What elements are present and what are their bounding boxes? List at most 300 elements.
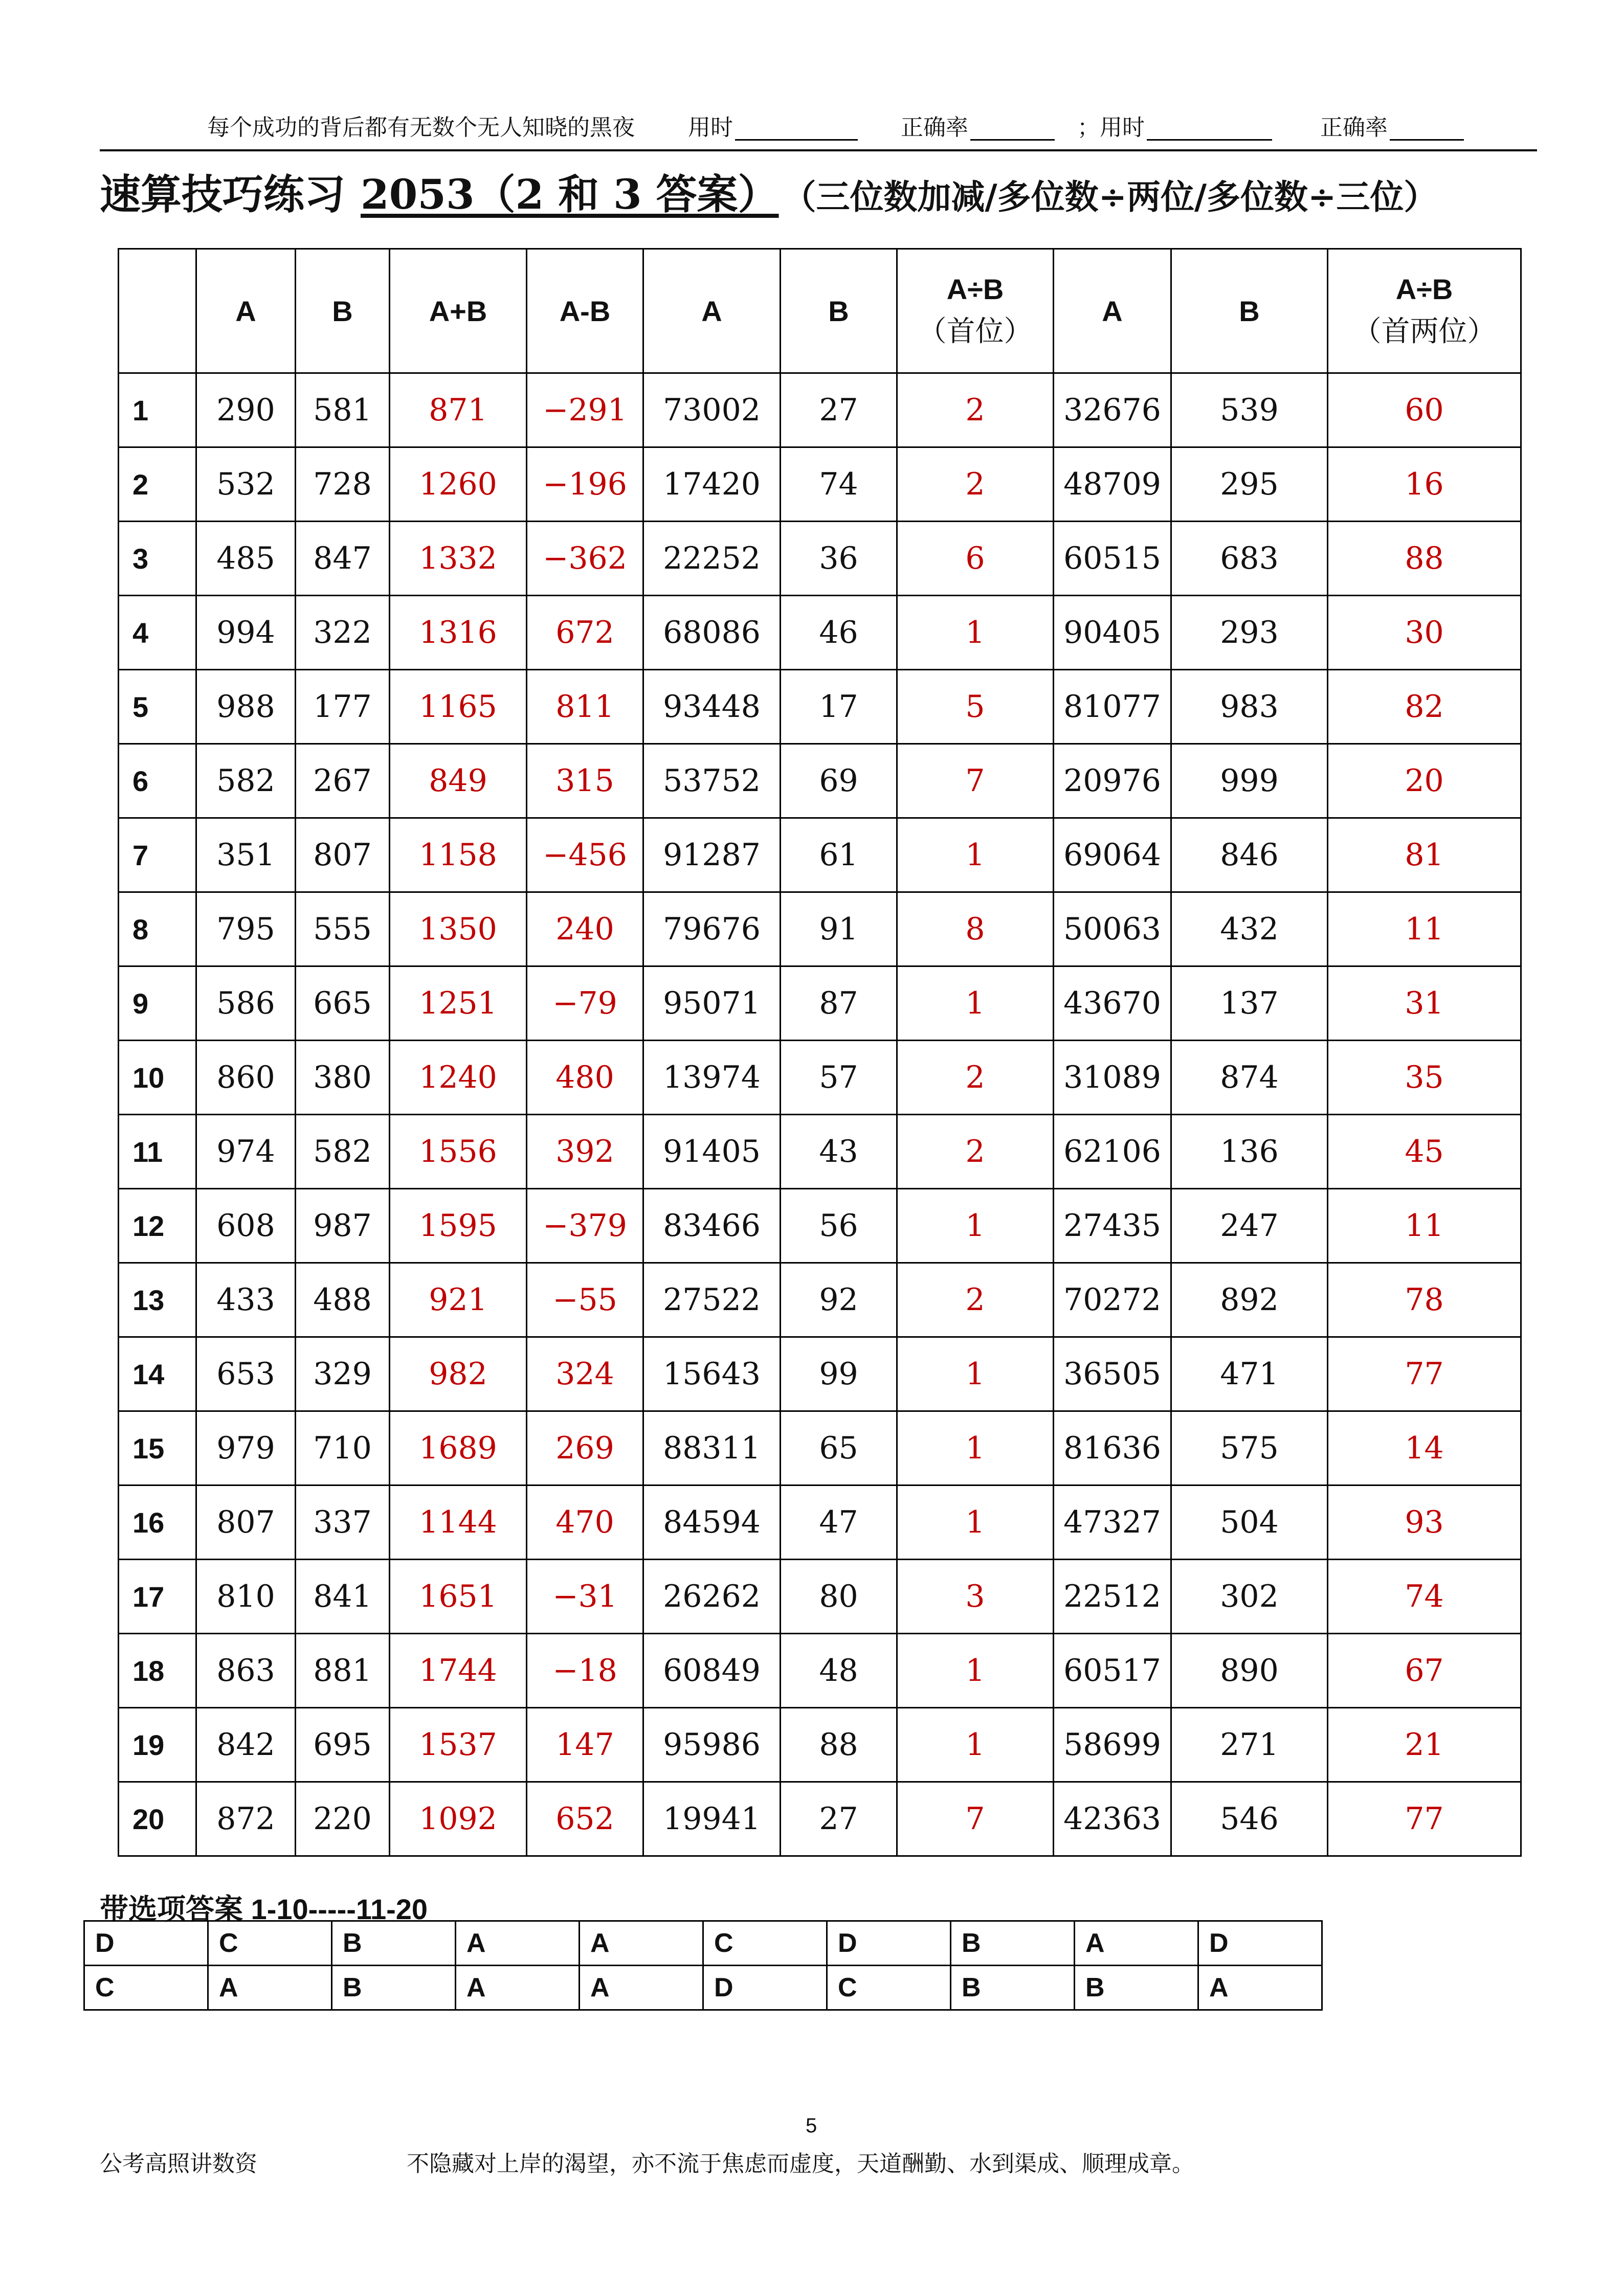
cell-div1: 1 — [897, 1189, 1054, 1263]
cell-b1: 322 — [296, 596, 390, 670]
cell-sum: 982 — [390, 1337, 527, 1411]
cell-a1: 653 — [196, 1337, 296, 1411]
cell-a3: 20976 — [1054, 744, 1171, 818]
cell-sum: 849 — [390, 744, 527, 818]
cell-sum: 1251 — [390, 966, 527, 1041]
header-div2-sub: （首两位） — [1352, 314, 1496, 348]
cell-div1: 1 — [897, 966, 1054, 1041]
cell-a1: 994 — [196, 596, 296, 670]
cell-a2: 26262 — [643, 1560, 781, 1634]
table-row — [119, 1337, 1521, 1411]
time-label-2: 用时 — [1100, 115, 1145, 141]
cell-div2: 77 — [1328, 1782, 1521, 1856]
cell-b3: 504 — [1171, 1485, 1328, 1560]
cell-b3: 471 — [1171, 1337, 1328, 1411]
cell-a1: 863 — [196, 1634, 296, 1708]
header-cell-a1: A — [196, 249, 296, 373]
option-answer-cell: D — [1198, 1921, 1322, 1966]
cell-div1: 8 — [897, 892, 1054, 966]
cell-div2: 74 — [1328, 1560, 1521, 1634]
cell-b3: 302 — [1171, 1560, 1328, 1634]
accuracy-blank-2[interactable] — [1390, 117, 1464, 141]
cell-b2: 36 — [781, 522, 897, 596]
cell-div2: 88 — [1328, 522, 1521, 596]
cell-a3: 27435 — [1054, 1189, 1171, 1263]
cell-a3: 47327 — [1054, 1485, 1171, 1560]
cell-div2: 60 — [1328, 373, 1521, 447]
cell-div2: 30 — [1328, 596, 1521, 670]
option-answer-cell: C — [208, 1921, 332, 1966]
table-row — [119, 1782, 1521, 1856]
cell-a3: 42363 — [1054, 1782, 1171, 1856]
time-label-1: 用时 — [688, 115, 733, 141]
cell-a1: 860 — [196, 1041, 296, 1115]
cell-sum: 1092 — [390, 1782, 527, 1856]
cell-diff: −55 — [527, 1263, 643, 1337]
cell-diff: 315 — [527, 744, 643, 818]
cell-b2: 56 — [781, 1189, 897, 1263]
cell-div2: 31 — [1328, 966, 1521, 1041]
cell-diff: 480 — [527, 1041, 643, 1115]
cell-b1: 582 — [296, 1115, 390, 1189]
table-row — [119, 447, 1521, 522]
header-motto-line — [207, 117, 1464, 141]
cell-sum: 871 — [390, 373, 527, 447]
cell-a2: 15643 — [643, 1337, 781, 1411]
time-blank-1[interactable] — [735, 117, 858, 141]
cell-sum: 1260 — [390, 447, 527, 522]
title-subtitle: （三位数加减/多位数÷两位/多位数÷三位） — [799, 177, 1438, 217]
cell-index: 18 — [119, 1634, 196, 1708]
cell-a3: 43670 — [1054, 966, 1171, 1041]
cell-b2: 69 — [781, 744, 897, 818]
header-div1-label: A÷B — [946, 273, 1004, 305]
cell-b2: 47 — [781, 1485, 897, 1560]
practice-table — [118, 248, 1522, 1857]
cell-diff: 324 — [527, 1337, 643, 1411]
cell-a2: 84594 — [643, 1485, 781, 1560]
cell-sum: 1350 — [390, 892, 527, 966]
footer-right-text: 不隐藏对上岸的渴望，亦不流于焦虑而虚度，天道酬勤、水到渠成、顺理成章。 — [407, 2151, 1194, 2177]
cell-a1: 433 — [196, 1263, 296, 1337]
header-cell-b2: B — [781, 249, 897, 373]
cell-div2: 11 — [1328, 892, 1521, 966]
title-main: 速算技巧练习 — [100, 170, 345, 218]
cell-b1: 710 — [296, 1411, 390, 1485]
cell-sum: 1332 — [390, 522, 527, 596]
cell-b3: 295 — [1171, 447, 1328, 522]
cell-b1: 695 — [296, 1708, 390, 1782]
cell-b1: 728 — [296, 447, 390, 522]
header-div2-label: A÷B — [1395, 273, 1453, 305]
cell-a1: 582 — [196, 744, 296, 818]
option-answer-cell: D — [84, 1921, 208, 1966]
cell-sum: 1316 — [390, 596, 527, 670]
header-cell-b3: B — [1171, 249, 1328, 373]
cell-index: 14 — [119, 1337, 196, 1411]
option-answer-cell: D — [827, 1921, 951, 1966]
cell-a3: 60515 — [1054, 522, 1171, 596]
cell-diff: 147 — [527, 1708, 643, 1782]
cell-sum: 1651 — [390, 1560, 527, 1634]
cell-div1: 1 — [897, 596, 1054, 670]
table-row — [119, 1411, 1521, 1485]
cell-div2: 35 — [1328, 1041, 1521, 1115]
cell-index: 5 — [119, 670, 196, 744]
header-cell-sum: A+B — [390, 249, 527, 373]
cell-a2: 93448 — [643, 670, 781, 744]
table-row — [119, 1115, 1521, 1189]
cell-b3: 846 — [1171, 818, 1328, 892]
cell-sum: 921 — [390, 1263, 527, 1337]
cell-a2: 17420 — [643, 447, 781, 522]
cell-b3: 892 — [1171, 1263, 1328, 1337]
cell-a2: 22252 — [643, 522, 781, 596]
cell-a2: 91405 — [643, 1115, 781, 1189]
cell-b3: 874 — [1171, 1041, 1328, 1115]
cell-diff: 240 — [527, 892, 643, 966]
cell-b2: 46 — [781, 596, 897, 670]
cell-a1: 842 — [196, 1708, 296, 1782]
cell-b1: 220 — [296, 1782, 390, 1856]
header-rule — [100, 149, 1537, 151]
cell-a1: 988 — [196, 670, 296, 744]
cell-sum: 1689 — [390, 1411, 527, 1485]
cell-a2: 27522 — [643, 1263, 781, 1337]
cell-index: 19 — [119, 1708, 196, 1782]
header-cell-b1: B — [296, 249, 390, 373]
cell-b3: 890 — [1171, 1634, 1328, 1708]
cell-b3: 683 — [1171, 522, 1328, 596]
table-row — [119, 1708, 1521, 1782]
cell-a3: 81077 — [1054, 670, 1171, 744]
cell-b1: 881 — [296, 1634, 390, 1708]
cell-b2: 74 — [781, 447, 897, 522]
cell-b3: 136 — [1171, 1115, 1328, 1189]
cell-diff: −196 — [527, 447, 643, 522]
cell-a2: 53752 — [643, 744, 781, 818]
cell-a1: 608 — [196, 1189, 296, 1263]
cell-b1: 380 — [296, 1041, 390, 1115]
cell-index: 7 — [119, 818, 196, 892]
table-row — [119, 1041, 1521, 1115]
cell-b2: 27 — [781, 1782, 897, 1856]
cell-a3: 69064 — [1054, 818, 1171, 892]
cell-b3: 546 — [1171, 1782, 1328, 1856]
cell-diff: 470 — [527, 1485, 643, 1560]
cell-a1: 351 — [196, 818, 296, 892]
cell-diff: −79 — [527, 966, 643, 1041]
cell-index: 17 — [119, 1560, 196, 1634]
accuracy-label-1: 正确率 — [901, 115, 968, 141]
cell-index: 6 — [119, 744, 196, 818]
cell-a2: 95986 — [643, 1708, 781, 1782]
cell-div2: 82 — [1328, 670, 1521, 744]
cell-div1: 3 — [897, 1560, 1054, 1634]
cell-b2: 80 — [781, 1560, 897, 1634]
table-row — [119, 373, 1521, 447]
cell-a2: 60849 — [643, 1634, 781, 1708]
cell-index: 8 — [119, 892, 196, 966]
cell-sum: 1158 — [390, 818, 527, 892]
cell-a2: 13974 — [643, 1041, 781, 1115]
cell-div2: 11 — [1328, 1189, 1521, 1263]
cell-div1: 2 — [897, 1115, 1054, 1189]
cell-index: 20 — [119, 1782, 196, 1856]
accuracy-blank-1[interactable] — [970, 117, 1055, 141]
cell-diff: 269 — [527, 1411, 643, 1485]
table-row — [119, 1263, 1521, 1337]
cell-a1: 979 — [196, 1411, 296, 1485]
cell-a2: 83466 — [643, 1189, 781, 1263]
cell-a3: 32676 — [1054, 373, 1171, 447]
cell-div1: 6 — [897, 522, 1054, 596]
cell-div2: 45 — [1328, 1115, 1521, 1189]
cell-b1: 177 — [296, 670, 390, 744]
header-cell-a3: A — [1054, 249, 1171, 373]
option-answer-cell: A — [208, 1966, 332, 2010]
cell-b2: 48 — [781, 1634, 897, 1708]
title-code: 2053（2 和 3 答案） — [361, 170, 779, 218]
option-answer-cell: B — [332, 1921, 456, 1966]
cell-b2: 17 — [781, 670, 897, 744]
cell-div2: 16 — [1328, 447, 1521, 522]
option-answer-cell: B — [951, 1966, 1075, 2010]
cell-index: 16 — [119, 1485, 196, 1560]
cell-b2: 61 — [781, 818, 897, 892]
cell-div1: 1 — [897, 1337, 1054, 1411]
cell-div1: 1 — [897, 1485, 1054, 1560]
header-div1-sub: （首位） — [918, 314, 1033, 348]
cell-diff: 811 — [527, 670, 643, 744]
separator: ； — [1077, 115, 1100, 141]
table-row — [119, 1634, 1521, 1708]
cell-b3: 575 — [1171, 1411, 1328, 1485]
cell-diff: −18 — [527, 1634, 643, 1708]
cell-sum: 1537 — [390, 1708, 527, 1782]
cell-index: 9 — [119, 966, 196, 1041]
cell-b3: 247 — [1171, 1189, 1328, 1263]
cell-b1: 987 — [296, 1189, 390, 1263]
cell-a1: 974 — [196, 1115, 296, 1189]
cell-a3: 58699 — [1054, 1708, 1171, 1782]
option-answer-cell: A — [1075, 1921, 1198, 1966]
cell-a3: 90405 — [1054, 596, 1171, 670]
cell-div1: 2 — [897, 373, 1054, 447]
cell-sum: 1556 — [390, 1115, 527, 1189]
cell-div1: 7 — [897, 744, 1054, 818]
option-answer-cell: B — [332, 1966, 456, 2010]
cell-diff: −31 — [527, 1560, 643, 1634]
cell-a2: 88311 — [643, 1411, 781, 1485]
cell-div2: 81 — [1328, 818, 1521, 892]
cell-a1: 485 — [196, 522, 296, 596]
option-answer-cell: A — [580, 1966, 703, 2010]
cell-a3: 50063 — [1054, 892, 1171, 966]
cell-b1: 807 — [296, 818, 390, 892]
cell-diff: 652 — [527, 1782, 643, 1856]
cell-diff: −456 — [527, 818, 643, 892]
cell-diff: −379 — [527, 1189, 643, 1263]
cell-b2: 91 — [781, 892, 897, 966]
cell-a3: 31089 — [1054, 1041, 1171, 1115]
cell-b1: 847 — [296, 522, 390, 596]
cell-b3: 293 — [1171, 596, 1328, 670]
cell-a2: 79676 — [643, 892, 781, 966]
cell-div1: 2 — [897, 447, 1054, 522]
cell-sum: 1744 — [390, 1634, 527, 1708]
cell-b2: 43 — [781, 1115, 897, 1189]
option-answer-cell: A — [580, 1921, 703, 1966]
cell-index: 2 — [119, 447, 196, 522]
cell-b1: 267 — [296, 744, 390, 818]
table-header-row — [119, 249, 1521, 373]
header-cell-a2: A — [643, 249, 781, 373]
cell-sum: 1595 — [390, 1189, 527, 1263]
cell-div1: 2 — [897, 1263, 1054, 1337]
cell-b1: 488 — [296, 1263, 390, 1337]
cell-a1: 807 — [196, 1485, 296, 1560]
cell-div1: 1 — [897, 1634, 1054, 1708]
option-answer-cell: A — [456, 1966, 580, 2010]
option-answer-cell: C — [703, 1921, 827, 1966]
table-row — [119, 1485, 1521, 1560]
cell-div2: 20 — [1328, 744, 1521, 818]
cell-diff: 392 — [527, 1115, 643, 1189]
cell-a1: 810 — [196, 1560, 296, 1634]
cell-b1: 841 — [296, 1560, 390, 1634]
cell-a3: 60517 — [1054, 1634, 1171, 1708]
cell-a2: 19941 — [643, 1782, 781, 1856]
cell-index: 3 — [119, 522, 196, 596]
header-cell-diff: A-B — [527, 249, 643, 373]
cell-b2: 65 — [781, 1411, 897, 1485]
cell-index: 1 — [119, 373, 196, 447]
option-answer-cell: A — [456, 1921, 580, 1966]
table-row — [119, 818, 1521, 892]
table-row — [119, 596, 1521, 670]
cell-div2: 77 — [1328, 1337, 1521, 1411]
cell-a3: 36505 — [1054, 1337, 1171, 1411]
page-title — [100, 166, 1437, 222]
cell-a3: 81636 — [1054, 1411, 1171, 1485]
cell-a3: 22512 — [1054, 1560, 1171, 1634]
option-answer-cell: B — [1075, 1966, 1198, 2010]
cell-index: 10 — [119, 1041, 196, 1115]
cell-b2: 99 — [781, 1337, 897, 1411]
table-row — [119, 1189, 1521, 1263]
option-answer-cell: A — [1198, 1966, 1322, 2010]
cell-b1: 665 — [296, 966, 390, 1041]
cell-div1: 5 — [897, 670, 1054, 744]
cell-b3: 983 — [1171, 670, 1328, 744]
cell-div1: 1 — [897, 818, 1054, 892]
table-row — [119, 670, 1521, 744]
cell-div2: 78 — [1328, 1263, 1521, 1337]
cell-a1: 290 — [196, 373, 296, 447]
header-cell-div1 — [897, 249, 1054, 373]
option-answer-cell: B — [951, 1921, 1075, 1966]
cell-diff: −362 — [527, 522, 643, 596]
cell-b3: 432 — [1171, 892, 1328, 966]
option-answer-cell: C — [84, 1966, 208, 2010]
cell-div1: 2 — [897, 1041, 1054, 1115]
header-cell-div2 — [1328, 249, 1521, 373]
options-row — [84, 1966, 1322, 2010]
cell-b3: 999 — [1171, 744, 1328, 818]
header-cell-index — [119, 249, 196, 373]
cell-b2: 57 — [781, 1041, 897, 1115]
cell-sum: 1144 — [390, 1485, 527, 1560]
cell-sum: 1165 — [390, 670, 527, 744]
cell-a1: 532 — [196, 447, 296, 522]
page-number: 5 — [806, 2114, 817, 2137]
cell-b3: 271 — [1171, 1708, 1328, 1782]
footer-left-text: 公考高照讲数资 — [100, 2151, 257, 2177]
table-row — [119, 966, 1521, 1041]
cell-div2: 21 — [1328, 1708, 1521, 1782]
cell-b2: 27 — [781, 373, 897, 447]
option-answer-cell: C — [827, 1966, 951, 2010]
cell-b1: 555 — [296, 892, 390, 966]
time-blank-2[interactable] — [1147, 117, 1272, 141]
cell-a3: 62106 — [1054, 1115, 1171, 1189]
cell-index: 4 — [119, 596, 196, 670]
accuracy-label-2: 正确率 — [1320, 115, 1388, 141]
option-answer-cell: D — [703, 1966, 827, 2010]
cell-index: 15 — [119, 1411, 196, 1485]
cell-b2: 87 — [781, 966, 897, 1041]
cell-b1: 337 — [296, 1485, 390, 1560]
cell-b2: 88 — [781, 1708, 897, 1782]
cell-index: 11 — [119, 1115, 196, 1189]
cell-b1: 329 — [296, 1337, 390, 1411]
cell-b3: 539 — [1171, 373, 1328, 447]
cell-b3: 137 — [1171, 966, 1328, 1041]
table-row — [119, 522, 1521, 596]
cell-b1: 581 — [296, 373, 390, 447]
cell-a2: 95071 — [643, 966, 781, 1041]
cell-a2: 73002 — [643, 373, 781, 447]
cell-a1: 795 — [196, 892, 296, 966]
cell-div2: 93 — [1328, 1485, 1521, 1560]
table-row — [119, 1560, 1521, 1634]
cell-div2: 14 — [1328, 1411, 1521, 1485]
options-label: 带选项答案 1-10-----11-20 — [100, 1893, 428, 1925]
cell-diff: −291 — [527, 373, 643, 447]
cell-div1: 1 — [897, 1708, 1054, 1782]
motto-text: 每个成功的背后都有无数个无人知晓的黑夜 — [207, 115, 635, 141]
cell-a2: 91287 — [643, 818, 781, 892]
cell-div1: 1 — [897, 1411, 1054, 1485]
cell-sum: 1240 — [390, 1041, 527, 1115]
cell-a1: 586 — [196, 966, 296, 1041]
table-row — [119, 744, 1521, 818]
cell-index: 12 — [119, 1189, 196, 1263]
table-row — [119, 892, 1521, 966]
cell-a1: 872 — [196, 1782, 296, 1856]
cell-a3: 70272 — [1054, 1263, 1171, 1337]
cell-diff: 672 — [527, 596, 643, 670]
cell-div2: 67 — [1328, 1634, 1521, 1708]
options-answer-table — [83, 1920, 1323, 2011]
cell-b2: 92 — [781, 1263, 897, 1337]
cell-a2: 68086 — [643, 596, 781, 670]
cell-div1: 7 — [897, 1782, 1054, 1856]
cell-index: 13 — [119, 1263, 196, 1337]
cell-a3: 48709 — [1054, 447, 1171, 522]
options-row — [84, 1921, 1322, 1966]
